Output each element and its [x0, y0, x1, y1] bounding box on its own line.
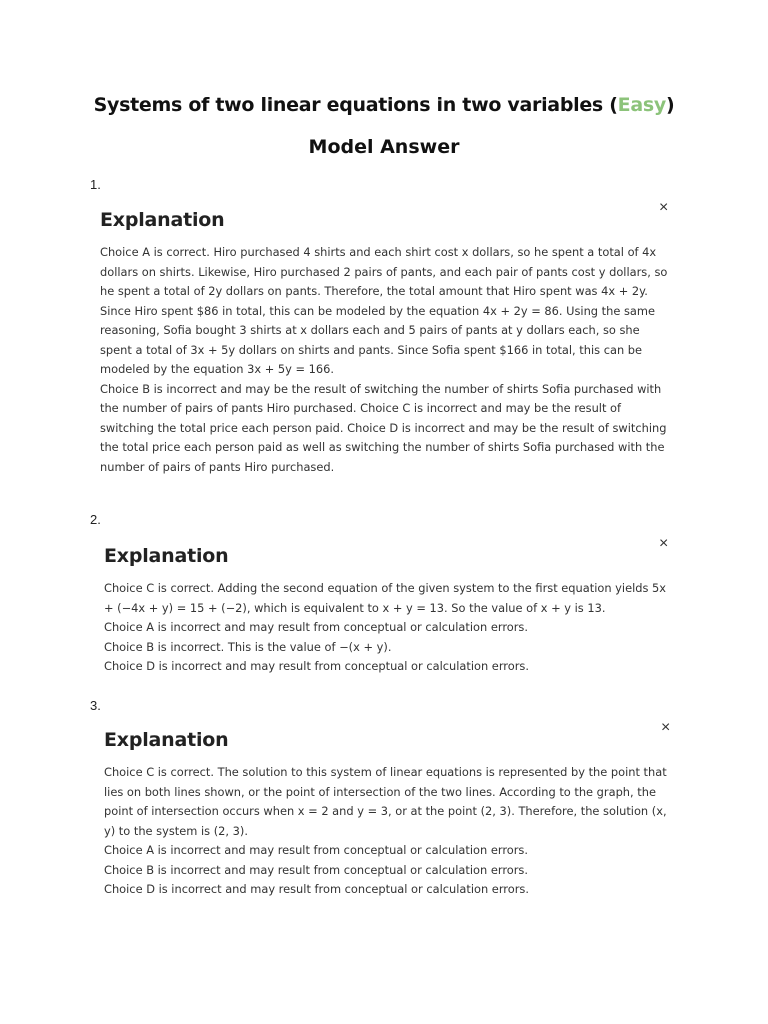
explanation-heading: Explanation [104, 729, 229, 751]
title-main: Systems of two linear equations in two variables ( [93, 94, 618, 116]
explanation-paragraph: Choice B is incorrect and may result from conceptual or calculation errors. [104, 862, 528, 877]
question-number: 3. [90, 698, 101, 713]
explanation-heading: Explanation [104, 545, 229, 567]
explanation-paragraph: Choice A is correct. Hiro purchased 4 shirts and each shirt cost x dollars, so he spent a total of 4x dollars on shirts. Likewise, Hiro purchased 2 pairs of pants, and each pair of pants cost y dollars, so he spent a total of 2y dollars on pants. Therefore, the total amount that Hiro spent was 4x + 2y. Since Hiro spent $86 in total, this can be modeled by the equation 4x + 2y = 86. Using the same reasoning, Sofia bought 3 shirts at x dollars each and 5 pairs of pants at y dollars each, so she spent a total of 3x + 5y dollars on shirts and pants. Since Sofia spent $166 in total, this can be modeled by the equation 3x + 5y = 166. [100, 245, 668, 376]
explanation-body [104, 579, 676, 677]
question-number: 1. [90, 177, 101, 192]
explanation-paragraph: Choice C is correct. The solution to this system of linear equations is represented by the point that lies on both lines shown, or the point of intersection of the two lines. According to the graph, the point of intersection occurs when x = 2 and y = 3, or at the point (2, 3). Therefore, the solution (x, y) to the system is (2, 3). [104, 765, 667, 838]
page-title [0, 94, 768, 116]
explanation-paragraph: Choice A is incorrect and may result from conceptual or calculation errors. [104, 620, 528, 634]
explanation-paragraph: Choice A is incorrect and may result from conceptual or calculation errors. [104, 843, 528, 857]
explanation-body [100, 243, 675, 477]
close-icon[interactable]: × [661, 719, 671, 736]
explanation-body [104, 763, 676, 900]
close-icon[interactable]: × [659, 535, 669, 552]
explanation-paragraph: Choice D is incorrect and may result from conceptual or calculation errors. [104, 882, 529, 896]
explanation-paragraph: Choice D is incorrect and may result from conceptual or calculation errors. [104, 659, 529, 673]
explanation-paragraph: Choice B is incorrect. This is the value of −(x + y). [104, 639, 392, 654]
page-subtitle: Model Answer [308, 136, 460, 158]
question-number: 2. [90, 512, 101, 527]
difficulty-label: Easy [617, 94, 666, 116]
close-icon[interactable]: × [659, 199, 669, 216]
explanation-heading: Explanation [100, 209, 225, 231]
explanation-paragraph: Choice C is correct. Adding the second equation of the given system to the first equation yields 5x + (−4x + y) = 15 + (−2), which is equivalent to x + y = 13. So the value of x + y is 13. [104, 581, 667, 615]
explanation-paragraph: Choice B is incorrect and may be the result of switching the number of shirts Sofia purchased with the number of pairs of pants Hiro purchased. Choice C is incorrect and may be the result of switching the total price each person paid. Choice D is incorrect and may be the result of switching the total price each person paid as well as switching the number of shirts Sofia purchased with the number of pairs of pants Hiro purchased. [100, 381, 667, 474]
title-close: ) [665, 94, 675, 116]
